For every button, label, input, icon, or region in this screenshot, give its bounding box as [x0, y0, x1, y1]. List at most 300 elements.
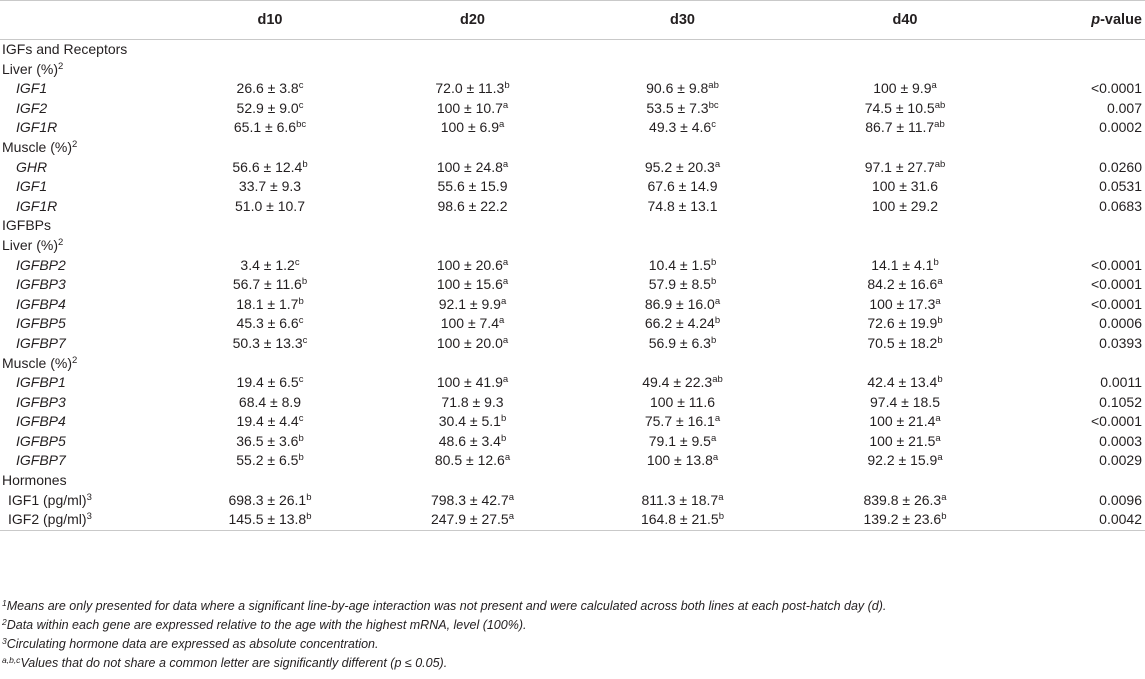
- value-d40: [790, 412, 1020, 432]
- value-d40: [790, 158, 1020, 178]
- footnote-text: Values that do not share a common letter are significantly different (p ≤ 0.05).: [20, 656, 448, 670]
- mean-sem: 19.4 ± 4.4: [236, 413, 299, 430]
- row-label: IGFBP4: [16, 413, 66, 430]
- significance-letter: b: [306, 511, 312, 523]
- row-label: IGFBP1: [16, 374, 66, 391]
- significance-letter: c: [294, 256, 300, 268]
- mean-sem: 14.1 ± 4.1: [871, 256, 934, 273]
- significance-letter: a: [499, 315, 505, 327]
- value-d30: [575, 432, 790, 452]
- row-label: IGFBP7: [16, 334, 66, 351]
- row-label: IGF1R: [16, 119, 58, 136]
- mean-sem: 100 ± 24.8: [436, 158, 503, 175]
- value-d10: [170, 412, 370, 432]
- mean-sem: 51.0 ± 10.7: [235, 197, 305, 214]
- footnote-text: Data within each gene are expressed relative to the age with the highest mRNA, level (100%).: [6, 618, 527, 632]
- mean-sem: 10.4 ± 1.5: [648, 256, 711, 273]
- significance-letter: a: [502, 374, 509, 386]
- significance-letter: b: [302, 158, 308, 170]
- significance-letter: a: [499, 119, 505, 131]
- gene-name: [0, 256, 170, 276]
- table-row: [0, 177, 1145, 197]
- significance-letter: a: [935, 432, 941, 444]
- header-d20: d20: [370, 1, 575, 40]
- mean-sem: 56.6 ± 12.4: [232, 158, 303, 175]
- value-d30: [575, 334, 790, 354]
- table-row: [0, 471, 1145, 491]
- gene-name: [0, 451, 170, 471]
- significance-letter: c: [298, 315, 304, 327]
- significance-letter: b: [710, 276, 717, 288]
- mean-sem: 75.7 ± 16.1: [644, 413, 715, 430]
- value-d30: [575, 158, 790, 178]
- value-d40: [790, 451, 1020, 471]
- footnote-marker: 2: [72, 138, 78, 150]
- mean-sem: 100 ± 10.7: [436, 99, 503, 116]
- p-value: 0.0042: [1020, 510, 1145, 530]
- row-label: Liver (%): [2, 60, 59, 77]
- hormone-name: [0, 510, 170, 530]
- table-row: [0, 99, 1145, 119]
- mean-sem: 36.5 ± 3.6: [236, 432, 299, 449]
- p-value: <0.0001: [1091, 413, 1142, 430]
- significance-letter: c: [298, 374, 304, 386]
- p-value: 0.0096: [1099, 491, 1142, 508]
- mean-sem: 57.9 ± 8.5: [648, 276, 711, 293]
- value-d20: [370, 451, 575, 471]
- value-d20: [370, 99, 575, 119]
- group-heading: [0, 138, 1145, 158]
- value-d40: [790, 79, 1020, 99]
- significance-letter: b: [937, 374, 943, 386]
- value-d10: [170, 491, 370, 511]
- table-body: [0, 40, 1145, 531]
- significance-letter: a: [718, 491, 724, 503]
- mean-sem: 79.1 ± 9.5: [648, 432, 711, 449]
- mean-sem: 798.3 ± 42.7: [430, 491, 509, 508]
- mean-sem: 86.7 ± 11.7: [865, 119, 935, 136]
- value-d10: [170, 118, 370, 138]
- mean-sem: 19.4 ± 6.5: [236, 374, 299, 391]
- value-d20: [370, 256, 575, 276]
- mean-sem: 42.4 ± 13.4: [867, 374, 938, 391]
- value-d30: [575, 256, 790, 276]
- footnote-mark: 2: [2, 617, 7, 627]
- table-row: [0, 118, 1145, 138]
- mean-sem: 56.9 ± 6.3: [648, 334, 711, 351]
- header-p-rest: -value: [1100, 12, 1142, 28]
- value-d10: [170, 510, 370, 530]
- row-label: IGFBP3: [16, 393, 66, 410]
- significance-letter: a: [508, 491, 515, 503]
- value-d10: [170, 432, 370, 452]
- p-value: 0.0011: [1100, 374, 1142, 391]
- p-value: <0.0001: [1091, 276, 1142, 293]
- mean-sem: 72.6 ± 19.9: [867, 315, 938, 332]
- value-d30: [575, 79, 790, 99]
- mean-sem: 698.3 ± 26.1: [228, 491, 307, 508]
- value-d10: [170, 451, 370, 471]
- gene-name: [0, 118, 170, 138]
- mean-sem: 68.4 ± 8.9: [238, 393, 302, 410]
- value-d20: [370, 314, 575, 334]
- row-label: IGFBP3: [16, 276, 66, 293]
- mean-sem: 100 ± 17.3: [869, 295, 936, 312]
- value-d40: [790, 256, 1020, 276]
- mean-sem: 84.2 ± 16.6: [867, 276, 938, 293]
- mean-sem: 72.0 ± 11.3: [435, 80, 505, 97]
- gene-name: [0, 412, 170, 432]
- mean-sem: 56.7 ± 11.6: [232, 276, 302, 293]
- mean-sem: 67.6 ± 14.9: [647, 178, 718, 195]
- significance-letter: a: [714, 158, 721, 170]
- row-label: IGF1R: [16, 197, 58, 214]
- value-d40: [790, 118, 1020, 138]
- value-d20: [370, 79, 575, 99]
- table-row: [0, 216, 1145, 236]
- value-d30: [575, 491, 790, 511]
- mean-sem: 65.1 ± 6.6: [233, 119, 297, 136]
- significance-letter: b: [710, 256, 717, 268]
- significance-letter: a: [937, 452, 943, 464]
- row-label: GHR: [16, 158, 48, 175]
- mean-sem: 90.6 ± 9.8: [646, 80, 709, 97]
- significance-letter: a: [712, 452, 719, 464]
- value-d10: [170, 393, 370, 413]
- value-d40: [790, 334, 1020, 354]
- mean-sem: 100 ± 21.4: [869, 413, 936, 430]
- significance-letter: a: [500, 295, 507, 307]
- footnote-marker: 2: [58, 236, 64, 248]
- significance-letter: a: [504, 452, 511, 464]
- footnote: [2, 654, 886, 673]
- value-d10: [170, 99, 370, 119]
- value-d40: [790, 314, 1020, 334]
- footnote-marker: 3: [86, 491, 92, 503]
- value-d40: [790, 510, 1020, 530]
- value-d10: [170, 79, 370, 99]
- footnote-mark: a,b,c: [2, 655, 21, 665]
- significance-letter: ab: [934, 99, 946, 111]
- value-d30: [575, 99, 790, 119]
- value-d20: [370, 373, 575, 393]
- significance-letter: b: [937, 334, 943, 346]
- footnote-marker: 2: [72, 354, 78, 366]
- significance-letter: a: [714, 413, 721, 425]
- group-heading: [0, 354, 1145, 374]
- value-d40: [790, 295, 1020, 315]
- mean-sem: 95.2 ± 20.3: [644, 158, 715, 175]
- value-d10: [170, 295, 370, 315]
- significance-letter: a: [937, 276, 943, 288]
- significance-letter: ab: [934, 158, 946, 170]
- mean-sem: 33.7 ± 9.3: [238, 178, 302, 195]
- section-heading: [0, 40, 1145, 60]
- footnote-text: Circulating hormone data are expressed as absolute concentration.: [6, 637, 379, 651]
- significance-letter: b: [306, 491, 312, 503]
- significance-letter: b: [504, 80, 510, 92]
- value-d40: [790, 393, 1020, 413]
- significance-letter: b: [298, 295, 304, 307]
- significance-letter: a: [935, 413, 941, 425]
- table-row: [0, 354, 1145, 374]
- mean-sem: 49.3 ± 4.6: [649, 119, 712, 136]
- significance-letter: b: [298, 432, 304, 444]
- value-d20: [370, 177, 575, 197]
- row-label: IGFs and Receptors: [2, 41, 128, 57]
- p-value: <0.0001: [1091, 295, 1142, 312]
- significance-letter: b: [718, 511, 725, 523]
- significance-letter: a: [931, 80, 937, 92]
- significance-letter: a: [502, 334, 509, 346]
- mean-sem: 100 ± 29.2: [871, 197, 939, 214]
- table-row: [0, 432, 1145, 452]
- mean-sem: 92.1 ± 9.9: [438, 295, 501, 312]
- gene-name: [0, 99, 170, 119]
- gene-name: [0, 432, 170, 452]
- value-d10: [170, 158, 370, 178]
- mean-sem: 92.2 ± 15.9: [867, 452, 938, 469]
- gene-name: [0, 275, 170, 295]
- value-d30: [575, 314, 790, 334]
- p-value: 0.007: [1106, 99, 1142, 116]
- significance-letter: b: [714, 315, 721, 327]
- p-value: <0.0001: [1091, 80, 1142, 97]
- value-d40: [790, 99, 1020, 119]
- significance-letter: c: [298, 413, 304, 425]
- significance-letter: bc: [296, 119, 307, 131]
- header-d10: d10: [170, 1, 370, 40]
- mean-sem: 100 ± 31.6: [871, 178, 939, 195]
- significance-letter: ab: [934, 119, 945, 131]
- mean-sem: 49.4 ± 22.3: [642, 374, 713, 391]
- mean-sem: 100 ± 6.9: [440, 119, 499, 136]
- gene-name: [0, 393, 170, 413]
- footnotes: [2, 597, 886, 673]
- p-value: 0.0003: [1099, 432, 1142, 449]
- footnote-marker: 3: [86, 511, 92, 523]
- mean-sem: 80.5 ± 12.6: [434, 452, 505, 469]
- table-row: [0, 138, 1145, 158]
- p-value: 0.0531: [1099, 178, 1142, 195]
- row-label: Muscle (%): [2, 354, 73, 371]
- mean-sem: 98.6 ± 22.2: [437, 197, 508, 214]
- gene-name: [0, 79, 170, 99]
- significance-letter: c: [302, 334, 308, 346]
- header-p-italic: p: [1091, 12, 1101, 28]
- row-label: IGFBP7: [16, 452, 66, 469]
- table-row: [0, 40, 1145, 60]
- table-row: [0, 412, 1145, 432]
- value-d30: [575, 373, 790, 393]
- mean-sem: 50.3 ± 13.3: [232, 334, 303, 351]
- value-d10: [170, 197, 370, 217]
- section-heading: [0, 216, 1145, 236]
- value-d30: [575, 118, 790, 138]
- value-d30: [575, 393, 790, 413]
- gene-name: [0, 334, 170, 354]
- mean-sem: 100 ± 7.4: [440, 315, 499, 332]
- table-row: [0, 60, 1145, 80]
- footnote-text: Means are only presented for data where a significant line-by-age interaction was not present and were calculated across both lines at each post-hatch day (d).: [6, 599, 887, 613]
- mean-sem: 71.8 ± 9.3: [441, 393, 504, 410]
- section-heading: [0, 471, 1145, 491]
- value-d20: [370, 118, 575, 138]
- value-d10: [170, 177, 370, 197]
- mean-sem: 97.4 ± 18.5: [870, 393, 940, 410]
- group-heading: [0, 60, 1145, 80]
- table-row: [0, 393, 1145, 413]
- row-label: IGFBP5: [16, 432, 66, 449]
- significance-letter: a: [710, 432, 717, 444]
- row-label: IGF2 (pg/ml): [8, 511, 87, 528]
- table-row: [0, 491, 1145, 511]
- mean-sem: 100 ± 20.6: [436, 256, 503, 273]
- row-label: IGFBP4: [16, 295, 66, 312]
- significance-letter: b: [298, 452, 304, 464]
- mean-sem: 3.4 ± 1.2: [240, 256, 295, 273]
- mean-sem: 100 ± 20.0: [436, 334, 503, 351]
- mean-sem: 55.2 ± 6.5: [236, 452, 299, 469]
- header-p-value: [1020, 1, 1145, 40]
- mean-sem: 100 ± 41.9: [436, 374, 503, 391]
- value-d20: [370, 491, 575, 511]
- table-row: [0, 236, 1145, 256]
- table-row: [0, 334, 1145, 354]
- row-label: IGF1: [16, 178, 48, 195]
- mean-sem: 26.6 ± 3.8: [236, 80, 299, 97]
- gene-name: [0, 295, 170, 315]
- p-value: 0.0006: [1099, 315, 1142, 332]
- footnote: [2, 616, 886, 635]
- mean-sem: 100 ± 13.8: [646, 452, 713, 469]
- significance-letter: a: [508, 511, 515, 523]
- mean-sem: 66.2 ± 4.24: [644, 315, 715, 332]
- significance-letter: a: [502, 276, 509, 288]
- significance-letter: b: [301, 276, 308, 288]
- value-d40: [790, 177, 1020, 197]
- table-row: [0, 314, 1145, 334]
- mean-sem: 18.1 ± 1.7: [236, 295, 299, 312]
- mean-sem: 100 ± 21.5: [869, 432, 936, 449]
- header-d40: d40: [790, 1, 1020, 40]
- value-d40: [790, 275, 1020, 295]
- row-label: IGF1 (pg/ml): [8, 491, 87, 508]
- significance-letter: b: [500, 413, 507, 425]
- value-d20: [370, 432, 575, 452]
- value-d20: [370, 412, 575, 432]
- table-row: [0, 197, 1145, 217]
- table-header-row: [0, 1, 1145, 40]
- row-label: IGF1: [16, 80, 48, 97]
- value-d20: [370, 334, 575, 354]
- significance-letter: c: [711, 119, 716, 131]
- value-d40: [790, 197, 1020, 217]
- significance-letter: b: [500, 432, 507, 444]
- mean-sem: 100 ± 15.6: [436, 276, 503, 293]
- significance-letter: ab: [708, 80, 719, 92]
- mean-sem: 52.9 ± 9.0: [236, 99, 299, 116]
- value-d10: [170, 373, 370, 393]
- p-value: 0.0393: [1099, 334, 1142, 351]
- value-d10: [170, 334, 370, 354]
- header-d30: d30: [575, 1, 790, 40]
- value-d40: [790, 491, 1020, 511]
- mean-sem: 100 ± 9.9: [873, 80, 932, 97]
- p-value: 0.0029: [1099, 452, 1142, 469]
- row-label: Muscle (%): [2, 138, 73, 155]
- significance-letter: b: [941, 511, 947, 523]
- value-d20: [370, 197, 575, 217]
- gene-name: [0, 158, 170, 178]
- mean-sem: 45.3 ± 6.6: [236, 315, 299, 332]
- mean-sem: 839.8 ± 26.3: [863, 491, 942, 508]
- mean-sem: 811.3 ± 18.7: [641, 491, 719, 508]
- p-value: 0.1052: [1099, 393, 1142, 410]
- hormone-name: [0, 491, 170, 511]
- significance-letter: a: [502, 99, 509, 111]
- value-d20: [370, 393, 575, 413]
- table-row: [0, 373, 1145, 393]
- mean-sem: 247.9 ± 27.5: [430, 511, 509, 528]
- table-row: [0, 79, 1145, 99]
- table-row: [0, 295, 1145, 315]
- table-row: [0, 510, 1145, 530]
- significance-letter: b: [710, 334, 717, 346]
- mean-sem: 70.5 ± 18.2: [867, 334, 938, 351]
- table-row: [0, 256, 1145, 276]
- value-d40: [790, 373, 1020, 393]
- table-row: [0, 275, 1145, 295]
- value-d30: [575, 275, 790, 295]
- mean-sem: 100 ± 11.6: [649, 393, 716, 410]
- significance-letter: b: [937, 315, 943, 327]
- significance-letter: a: [941, 491, 947, 503]
- row-label: Hormones: [2, 472, 67, 489]
- table-row: [0, 451, 1145, 471]
- significance-letter: a: [502, 158, 509, 170]
- significance-letter: ab: [712, 374, 723, 386]
- table-row: [0, 158, 1145, 178]
- group-heading: [0, 236, 1145, 256]
- value-d20: [370, 158, 575, 178]
- gene-name: [0, 197, 170, 217]
- footnote-mark: 1: [2, 598, 7, 608]
- gene-name: [0, 177, 170, 197]
- mean-sem: 164.8 ± 21.5: [640, 511, 719, 528]
- value-d30: [575, 197, 790, 217]
- value-d30: [575, 295, 790, 315]
- p-value: 0.0260: [1099, 158, 1142, 175]
- footnote-marker: 2: [58, 60, 64, 72]
- value-d30: [575, 510, 790, 530]
- mean-sem: 74.5 ± 10.5: [864, 99, 935, 116]
- value-d10: [170, 275, 370, 295]
- value-d20: [370, 275, 575, 295]
- value-d30: [575, 451, 790, 471]
- footnote: [2, 597, 886, 616]
- gene-name: [0, 314, 170, 334]
- significance-letter: bc: [708, 99, 719, 111]
- header-label: [0, 1, 170, 40]
- footnote: [2, 635, 886, 654]
- p-value: 0.0002: [1099, 119, 1142, 136]
- row-label: IGFBP5: [16, 315, 66, 332]
- mean-sem: 48.6 ± 3.4: [438, 432, 501, 449]
- value-d40: [790, 432, 1020, 452]
- mean-sem: 55.6 ± 15.9: [437, 178, 508, 195]
- value-d30: [575, 177, 790, 197]
